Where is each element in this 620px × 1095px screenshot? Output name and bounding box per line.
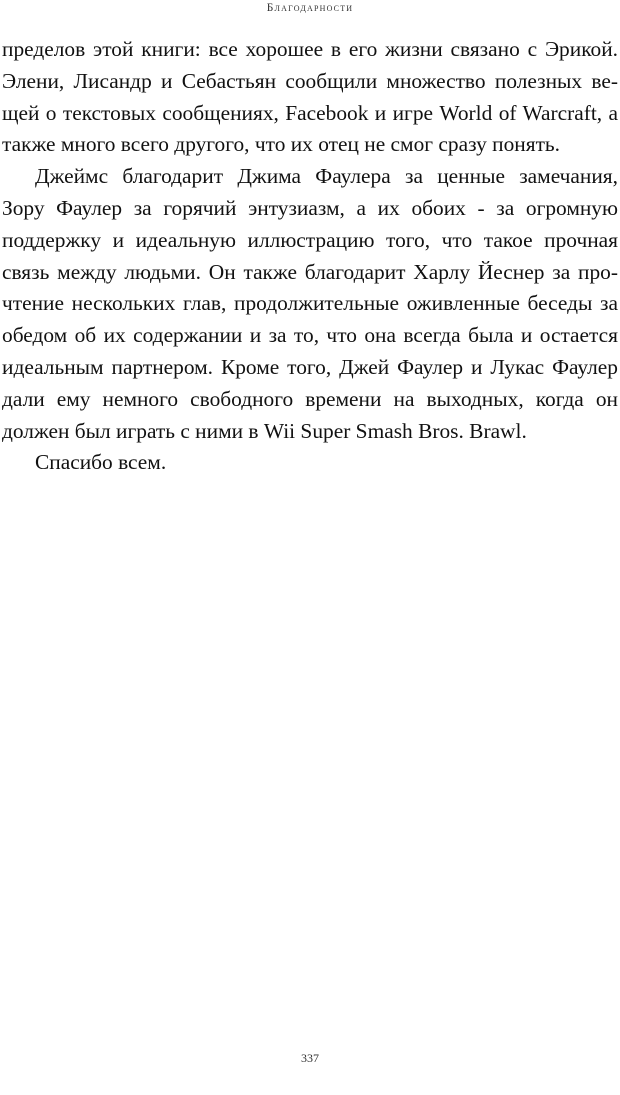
text-line: идеальным партнером. Кроме того, Джей Фаулер и Лукас Фаулер: [2, 354, 618, 379]
text-line: щей о текстовых сообщениях, Facebook и игре World of Warcraft, а: [2, 100, 618, 125]
text-line: Джеймс благодарит Джима Фаулера за ценные замечания,: [35, 164, 618, 189]
text-line: чтение нескольких глав, продолжительные оживленные беседы за: [2, 291, 618, 316]
text-line: связь между людьми. Он также благодарит Харлу Йеснер за про-: [2, 259, 618, 284]
paragraph-james: [2, 161, 618, 447]
text-line: поддержку и идеальную иллюстрацию того, что такое прочная: [2, 227, 618, 252]
paragraph-continuation: [2, 34, 618, 161]
text-line: также много всего другого, что их отец не смог сразу понять.: [2, 132, 561, 157]
running-header: Благодарности: [266, 2, 354, 14]
text-line: должен был играть с ними в Wii Super Smash Bros. Brawl.: [2, 418, 527, 443]
paragraph-thanks: [2, 447, 618, 479]
text-line: Спасибо всем.: [35, 450, 167, 475]
body-text: [2, 34, 618, 479]
page-number: 337: [301, 1051, 319, 1065]
text-line: Зору Фаулер за горячий энтузиазм, а их обоих - за огромную: [2, 195, 618, 220]
text-line: пределов этой книги: все хорошее в его жизни связано с Эрикой.: [2, 37, 618, 61]
text-line: Элени, Лисандр и Себастьян сообщили множество полезных ве-: [2, 68, 618, 93]
text-line: дали ему немного свободного времени на выходных, когда он: [2, 386, 618, 411]
text-line: обедом об их содержании и за то, что она всегда была и остается: [2, 323, 618, 348]
